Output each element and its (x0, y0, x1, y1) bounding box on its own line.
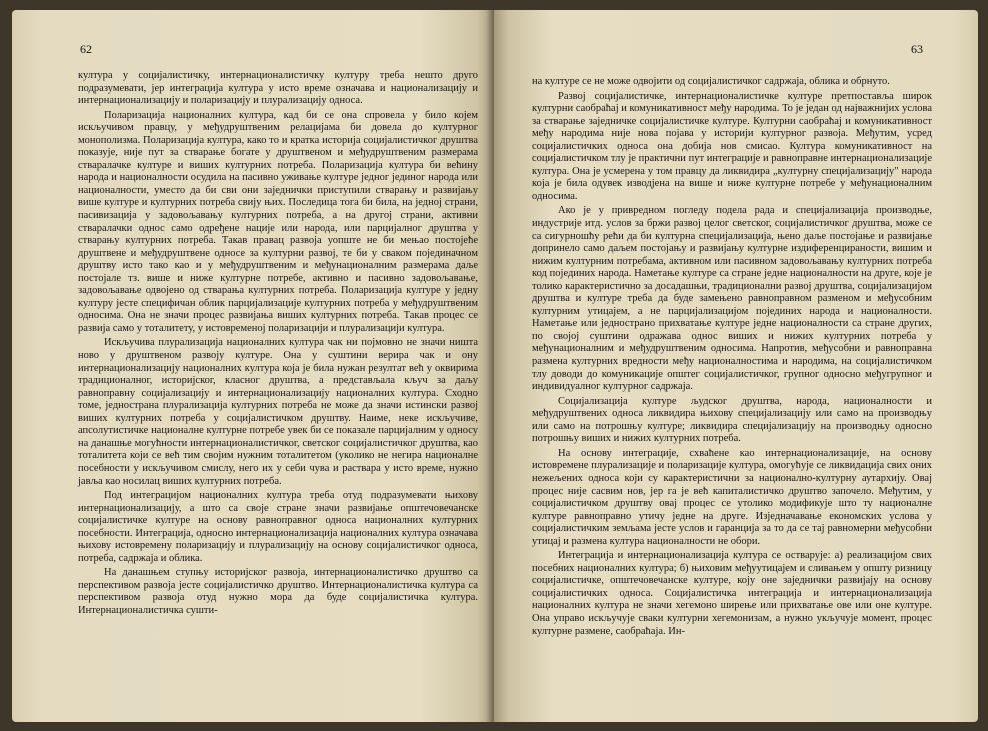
paragraph: Искључива плурализација националних култура чак ни појмовно не значи ништа ново у друштвеном развоју културе. Она у суштини верира чак и ону интернационализацију националних култура која је била нужан резултат већ у оквирима традиционалног, историјског, класног друштва, а представљала кључ за даљу равноправну социјализацију и интернационализацију националних култура. Сходно томе, једнострана плурализација културних потреба не може да значи истински развој виших културних потреба у социјалистичком друштву. Наиме, неке искључиве, апсолутистичке националне културне потребе увек би се показале парцијалним у односу на данашње могућности интернационалистичког, светског социјалистичког друштва, као тоталитета који се већ тим својим нужним тоталитетом (уколико не негира националне посебности у искључивом смислу, него их у себи чува и раствара у исто време, нужно јавља као носилац виших културних потреба. (78, 337, 478, 487)
right-page-text (532, 76, 932, 638)
paragraph: На данашњем ступњу историјског развоја, интернационалистичко друштво са перспективом развоја јесте социјалистичко друштво. Интернационалистичка култура са перспективом развоја отуд нужно мора да буде социјалистичка култура. Интернационалистичка сушти- (78, 567, 478, 616)
paragraph: на културе се не може одвојити од социјалистичког садржаја, облика и обрнуто. (532, 76, 890, 87)
paragraph: Развој социјалистичке, интернационалистичке културе претпоставља широк културни саобраћај и комуникативност међу народима. То је један од најважнијих услова за стварање заједничке социјалистичке културе. Културни саобраћај и комуникативност међу народима није нова појава у историји културног развоја. Међутим, усред социјалистичких односа она добија нов смисао. Култура комуникативност на социјалистичком тлу је практични пут интеграције и равноправне интернационализације култура. Она је усмерена у том правцу да ликвидира „културну специјализацију" народа која је била одувек изводјена на више и ниже културне потребе у међунационалним односима. (532, 90, 932, 202)
left-page-text (78, 70, 478, 618)
paragraph: Социјализација културе људског друштва, народа, националности и међудруштвених односа ликвидира њихову специјализацију или само на производњу или само на потрошњу културе; ликвидира специјализацију на производњу односно потрошњу виших и нижих културних потреба. (532, 395, 932, 445)
right-page (494, 10, 978, 722)
paragraph: Поларизација националних култура, кад би се она спровела у било којем искључивом правцу, у међудруштвеним релацијама би довела до културног монополизма. Поларизација култура, како то и кратка историја социјалистичког друштва показује, није пут за стварање богате у друштвеном и међудруштвеним размерама стваралачке културе и виших културних потреба. Поларизација култура би већину народа и националности осудила на пасивно уживање културе једног јединог народа или националности, уместо да би сви они заједнички приступили стварању и развијању више културе и културних потреба свију њих. Последица тога би била, на једној страни, пасивизација у задовољавању културних потреба, а на другој страни, активни стваралачки однос само одређене нације или народа, или парцијалног друштва у стварању културних потреба. Такав правац развоја уопште не би мењао постојеће друштвене и међудруштвене односе за културни развој, те би у сваком појединачном друштву исто тако као и у међудруштвеним и међунационалним размерама даље постојале тз. више и ниже културне потребе, активно и пасивно задовољавање, задовољавање одвојено од стварања културних потреба. Поларизација културе у једну културу јесте специфичан облик парцијализације културних потреба у међудруштвеним односима. Она не значи процес развијања виших културних потреба. Такав процес се развија само у тоталитету, у истовременој поларизацији и плурализацији култура. (78, 109, 478, 334)
paragraph: Под интеграцијом националних култура треба отуд подразумевати њихову интернационализацију, а што са своје стране значи развијање општечовечанске социјалистичке културе на основу равноправног односа националних културних посебности. Интеграција, односно интернационализација националних култура означава њихову истовремену поларизацију и плурализацију на основу социјалистичког односа, потреба, садржаја и облика. (78, 490, 478, 564)
page-number-right: 63 (911, 42, 923, 56)
paragraph: Ако је у привредном погледу подела рада и специјализација производње, индустрије итд. услов за бржи развој целог светског, социјалистичког друштва, може се са сигурношћу рећи да би културна специјализација, њено даље постојање и развијање допринело само даљем постојању и развијању културне издиференцираности, вишим и нижим културним потребама, активном или пасивном задовољавању културних потреба код појединих народа. Наметање културе са стране једне националности на друге, које је толико карактеристично за досадашњи, традиционални развој друштва, социјализацијом друштва и културе треба да буде замењено равноправном разменом и међусобним културним утицајем, а не парцијализацијом појединих народа и националности. Наметање или једнострано прихватање културе једне националности са стране других, по својој суштини одражава однос виших и нижих културних потреба у међунационалним и међудруштвеним односима. Напротив, међусобни и равноправна размена културних вредности међу националностима и народима, на социјалистичком тлу доводи до комуникације општег социјалистичког, групног односно међугрупног и индивидуалног културног садржаја. (532, 205, 932, 393)
paragraph: култура у социјалистичку, интернационалистичку културу треба нешто друго подразумевати, јер интеграција култура у исто време означава и национализацију и интернационализацију и поларизацију и плурализацију односа. (78, 70, 478, 107)
left-page (12, 10, 492, 722)
paragraph: На основу интеграције, схваћене као интернационализације, на основу истовремене плурализације и поларизације култура, омогућује се ликвидација свих оних нежељених односа који су карактеристични за национално-културну аутархију. Овај процес није сасвим нов, јер га је већ капиталистичко друштво започело. Међутим, у социјалистичком друштву овај процес се утолико модификује што ту националне културе равноправно утичу једне на друге. Изједначавање економских услова у социјалистичким земљама јесте услов и гаранција за то да се тај равномерни међусобни утицај и размена култура националности не обори. (532, 447, 932, 547)
page-number-left: 62 (80, 42, 92, 56)
paragraph: Интеграција и интернационализација култура се остварује: а) реализацијом свих посебних националних култура; б) њиховим међуутицајем и сливањем у општу ризницу социјалистичке, општечовечанске културе, коју оне заједнички развијају на основу социјалистичких односа. Социјалистичка интеграција и интернационализација националних култура не значи хегемоно ширење или прихватање ове или оне културе. Она управо искључује сваки културни хегемонизам, а нужно укључује момент, процес културне размене, саобраћаја. Ин- (532, 550, 932, 637)
